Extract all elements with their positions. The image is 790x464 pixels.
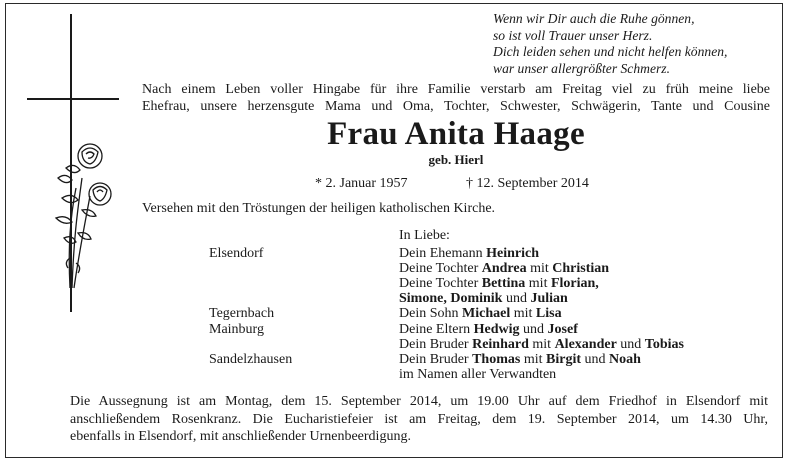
- verse-line: war unser allergrößter Schmerz.: [493, 60, 670, 76]
- intro-line: Nach einem Leben voller Hingabe für ihre Familie verstarb am Freitag viel zu früh meine liebe: [142, 82, 770, 97]
- funeral-details: [70, 393, 768, 446]
- footer-line: Die Aussegnung ist am Montag, dem 15. September 2014, um 19.00 Uhr auf dem Friedhof in Elsendorf mit: [70, 394, 768, 409]
- family-line: Dein Bruder Reinhard mit Alexander und Tobias: [399, 337, 684, 352]
- poem-verse: [493, 11, 778, 77]
- birth-date: * 2. Januar 1957: [315, 176, 408, 191]
- maiden-name: geb. Hierl: [428, 152, 484, 167]
- deceased-name: Frau Anita Haage: [327, 116, 585, 152]
- place-label: Sandelzhausen: [209, 352, 293, 367]
- in-love-heading: In Liebe:: [399, 228, 450, 243]
- family-line: Deine Eltern Hedwig und Josef: [399, 322, 578, 337]
- footer-line: anschließendem Rosenkranz. Die Eucharistiefeier ist am Freitag, dem 19. September 2014, um 14.30 Uhr,: [70, 411, 768, 427]
- verse-line: Wenn wir Dir auch die Ruhe gönnen,: [493, 11, 695, 26]
- footer-line: ebenfalls in Elsendorf, mit anschließender Urnenbeerdigung.: [70, 429, 411, 444]
- verse-line: so ist voll Trauer unser Herz.: [493, 27, 653, 43]
- roses-icon: [52, 138, 112, 298]
- intro-line: Ehefrau, unsere herzensgute Mama und Oma, Tochter, Schwester, Schwägerin, Tante und Cousine: [142, 99, 770, 114]
- family-line: Deine Tochter Andrea mit Christian: [399, 261, 610, 276]
- sacraments-line: Versehen mit den Tröstungen der heiligen katholischen Kirche.: [142, 201, 496, 216]
- cross-horizontal-bar: [27, 98, 119, 100]
- place-label: Mainburg: [209, 322, 264, 337]
- family-line: Dein Ehemann Heinrich: [399, 246, 539, 261]
- family-line: Dein Sohn Michael mit Lisa: [399, 306, 562, 321]
- place-label: Tegernbach: [209, 306, 275, 321]
- family-line: Dein Bruder Thomas mit Birgit und Noah: [399, 352, 641, 367]
- intro-paragraph: [142, 81, 770, 115]
- family-line: Deine Tochter Bettina mit Florian,: [399, 276, 599, 291]
- family-line: im Namen aller Verwandten: [399, 367, 557, 382]
- place-label: Elsendorf: [209, 246, 264, 261]
- family-line: Simone, Dominik und Julian: [399, 291, 568, 306]
- death-date: † 12. September 2014: [466, 176, 589, 191]
- verse-line: Dich leiden sehen und nicht helfen können,: [493, 44, 728, 59]
